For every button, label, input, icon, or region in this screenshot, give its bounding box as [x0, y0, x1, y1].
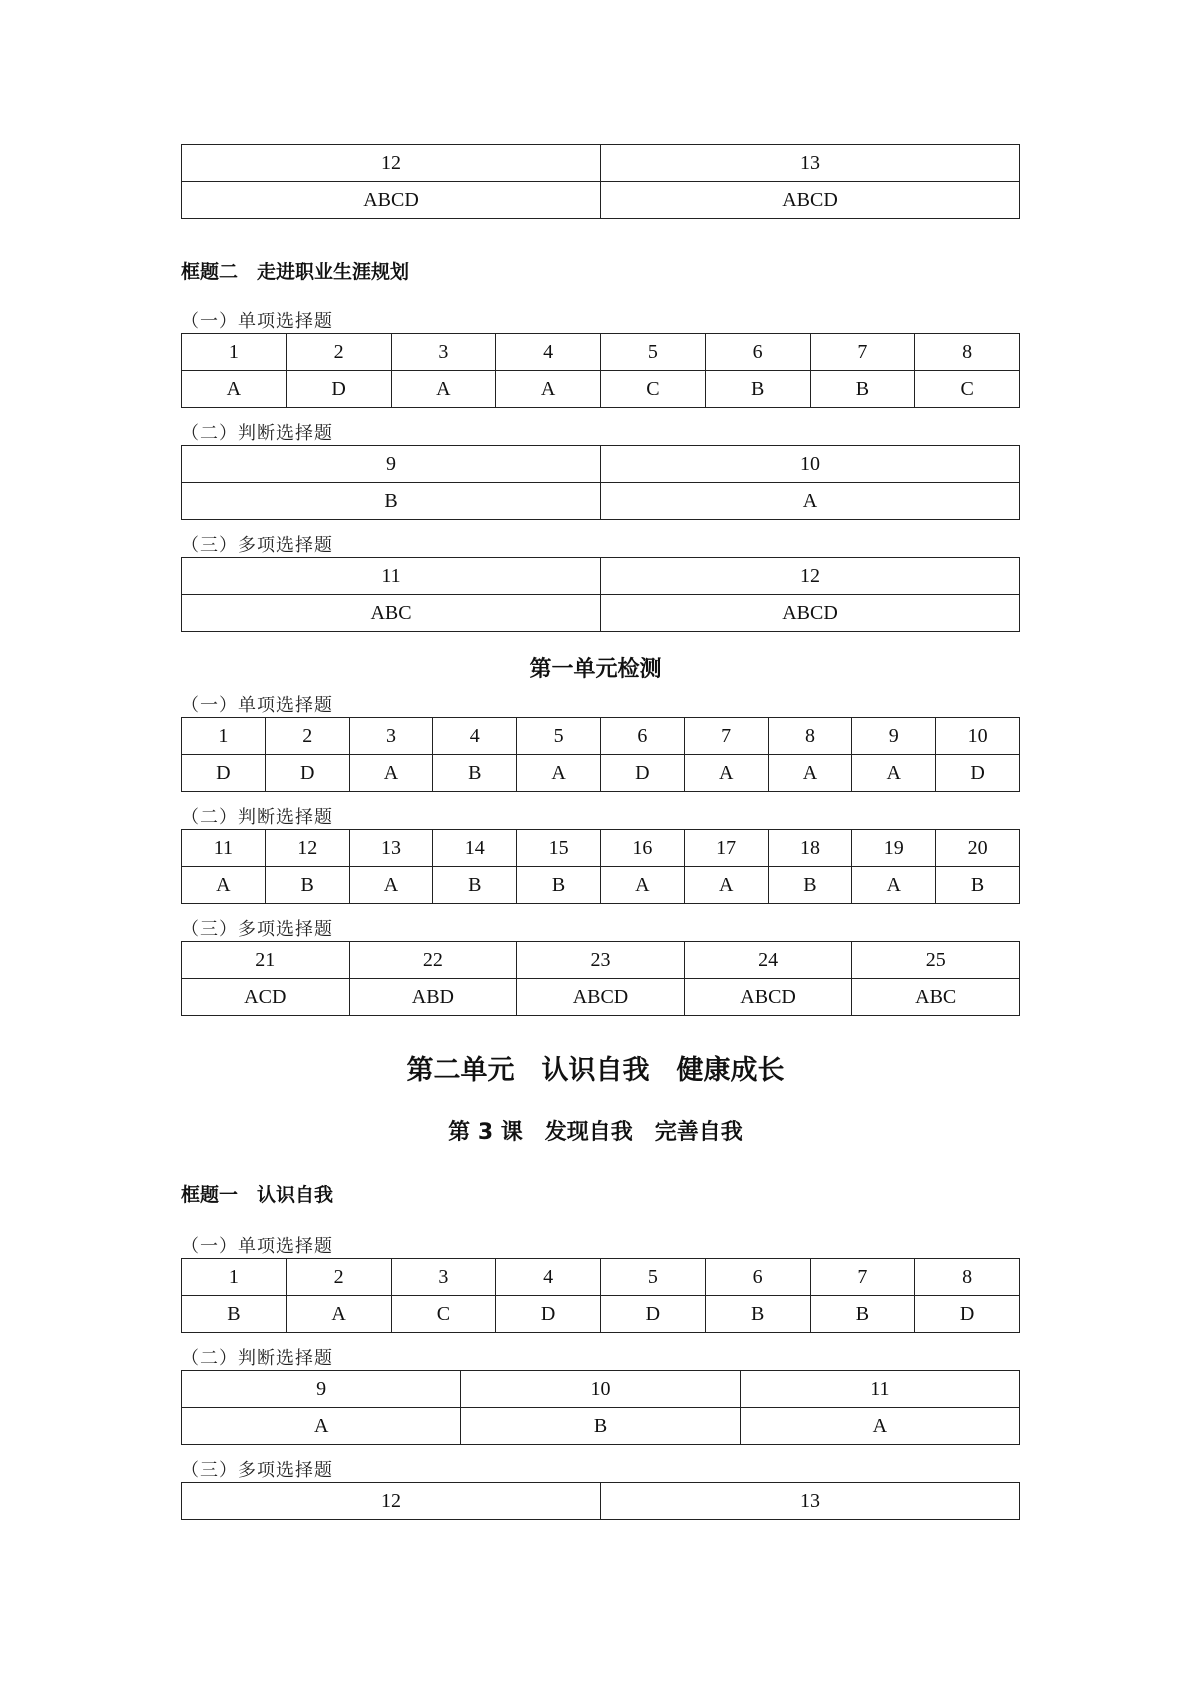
- question-number-row: [182, 1483, 1020, 1520]
- answer-row: [182, 595, 1020, 632]
- question-number-cell: 11: [182, 830, 266, 867]
- answer-cell: ABCD: [601, 182, 1020, 219]
- question-number-cell: 17: [684, 830, 768, 867]
- answer-cell: D: [496, 1296, 601, 1333]
- question-number-cell: 12: [265, 830, 349, 867]
- question-number-cell: 4: [433, 718, 517, 755]
- question-number-cell: 18: [768, 830, 852, 867]
- answer-cell: ABD: [349, 979, 517, 1016]
- answer-cell: B: [810, 1296, 915, 1333]
- question-number-cell: 21: [182, 942, 350, 979]
- answer-cell: B: [265, 867, 349, 904]
- question-number-cell: 2: [286, 334, 391, 371]
- answer-cell: D: [265, 755, 349, 792]
- answer-cell: B: [936, 867, 1020, 904]
- answer-cell: A: [600, 867, 684, 904]
- answer-cell: A: [517, 755, 601, 792]
- answer-cell: D: [600, 755, 684, 792]
- answer-cell: B: [517, 867, 601, 904]
- question-number-cell: 13: [601, 1483, 1020, 1520]
- single-choice-answer-table: [181, 717, 1020, 792]
- answer-cell: ABCD: [601, 595, 1020, 632]
- answer-cell: ABCD: [684, 979, 852, 1016]
- answer-cell: ABC: [852, 979, 1020, 1016]
- answer-cell: C: [391, 1296, 496, 1333]
- answer-row: [182, 1408, 1020, 1445]
- answer-table: [181, 1258, 1020, 1333]
- judge-choice-label: （二）判断选择题: [181, 1348, 333, 1369]
- answer-table: [181, 144, 1020, 219]
- question-number-cell: 11: [740, 1371, 1019, 1408]
- answer-table: [181, 941, 1020, 1016]
- answer-cell: D: [936, 755, 1020, 792]
- answer-row: [182, 483, 1020, 520]
- answer-cell: A: [852, 755, 936, 792]
- question-number-cell: 15: [517, 830, 601, 867]
- answer-cell: B: [810, 371, 915, 408]
- answer-table: [181, 557, 1020, 632]
- answer-cell: A: [768, 755, 852, 792]
- answer-table: [181, 717, 1020, 792]
- answer-cell: C: [601, 371, 706, 408]
- answer-cell: A: [391, 371, 496, 408]
- question-number-cell: 22: [349, 942, 517, 979]
- answer-row: [182, 1296, 1020, 1333]
- question-number-cell: 5: [601, 1259, 706, 1296]
- judge-choice-answer-table: [181, 445, 1020, 520]
- judge-choice-label: （二）判断选择题: [181, 423, 333, 444]
- answer-cell: B: [433, 867, 517, 904]
- answer-cell: B: [461, 1408, 740, 1445]
- question-number-cell: 1: [182, 718, 266, 755]
- answer-cell: ABC: [182, 595, 601, 632]
- question-number-row: [182, 718, 1020, 755]
- question-number-cell: 13: [349, 830, 433, 867]
- answer-cell: B: [433, 755, 517, 792]
- question-number-row: [182, 446, 1020, 483]
- question-number-cell: 1: [182, 1259, 287, 1296]
- single-choice-answer-table: [181, 1258, 1020, 1333]
- question-number-cell: 9: [182, 1371, 461, 1408]
- judge-choice-label: （二）判断选择题: [181, 807, 333, 828]
- question-number-row: [182, 830, 1020, 867]
- answer-row: [182, 979, 1020, 1016]
- question-number-cell: 8: [915, 1259, 1020, 1296]
- question-number-row: [182, 942, 1020, 979]
- answer-cell: ACD: [182, 979, 350, 1016]
- answer-cell: D: [286, 371, 391, 408]
- question-number-cell: 10: [601, 446, 1020, 483]
- answer-cell: D: [601, 1296, 706, 1333]
- multi-choice-answer-table: [181, 941, 1020, 1016]
- answer-cell: A: [182, 371, 287, 408]
- question-number-cell: 24: [684, 942, 852, 979]
- question-number-cell: 5: [601, 334, 706, 371]
- answer-cell: ABCD: [182, 182, 601, 219]
- multi-choice-label: （三）多项选择题: [181, 919, 333, 940]
- answer-table: [181, 445, 1020, 520]
- question-number-cell: 6: [705, 1259, 810, 1296]
- question-number-cell: 25: [852, 942, 1020, 979]
- answer-table: [181, 1370, 1020, 1445]
- question-number-cell: 16: [600, 830, 684, 867]
- question-number-cell: 6: [705, 334, 810, 371]
- question-number-cell: 10: [461, 1371, 740, 1408]
- answer-cell: B: [182, 483, 601, 520]
- answer-cell: D: [182, 755, 266, 792]
- question-number-cell: 4: [496, 334, 601, 371]
- answer-table: [181, 829, 1020, 904]
- answer-cell: D: [915, 1296, 1020, 1333]
- answer-cell: B: [768, 867, 852, 904]
- answer-cell: A: [182, 1408, 461, 1445]
- single-choice-label: （一）单项选择题: [181, 1236, 333, 1257]
- question-number-cell: 3: [391, 1259, 496, 1296]
- unit-test-title: 第一单元检测: [529, 657, 662, 682]
- judge-choice-answer-table: [181, 829, 1020, 904]
- question-number-row: [182, 558, 1020, 595]
- question-number-cell: 12: [182, 1483, 601, 1520]
- question-number-row: [182, 334, 1020, 371]
- question-number-cell: 9: [182, 446, 601, 483]
- question-number-row: [182, 1371, 1020, 1408]
- answer-cell: B: [705, 1296, 810, 1333]
- question-number-cell: 7: [810, 334, 915, 371]
- answer-cell: A: [182, 867, 266, 904]
- answer-table: [181, 333, 1020, 408]
- question-number-cell: 7: [684, 718, 768, 755]
- question-number-cell: 2: [286, 1259, 391, 1296]
- lesson-title: 第 3 课 发现自我 完善自我: [448, 1120, 743, 1145]
- single-choice-label: （一）单项选择题: [181, 311, 333, 332]
- answer-row: [182, 182, 1020, 219]
- question-number-cell: 4: [496, 1259, 601, 1296]
- question-number-cell: 8: [768, 718, 852, 755]
- question-number-cell: 1: [182, 334, 287, 371]
- question-number-cell: 3: [391, 334, 496, 371]
- answer-cell: A: [349, 867, 433, 904]
- answer-cell: C: [915, 371, 1020, 408]
- question-number-cell: 12: [182, 145, 601, 182]
- multi-choice-label: （三）多项选择题: [181, 535, 333, 556]
- question-number-row: [182, 145, 1020, 182]
- question-number-cell: 14: [433, 830, 517, 867]
- question-number-cell: 12: [601, 558, 1020, 595]
- question-number-cell: 8: [915, 334, 1020, 371]
- answer-cell: A: [684, 867, 768, 904]
- answer-cell: A: [286, 1296, 391, 1333]
- answer-cell: A: [684, 755, 768, 792]
- question-number-cell: 11: [182, 558, 601, 595]
- section-title: 框题二 走进职业生涯规划: [181, 261, 410, 283]
- question-number-cell: 13: [601, 145, 1020, 182]
- question-number-cell: 5: [517, 718, 601, 755]
- multi-choice-answer-table: [181, 144, 1020, 219]
- judge-choice-answer-table: [181, 1370, 1020, 1445]
- question-number-cell: 19: [852, 830, 936, 867]
- answer-cell: B: [705, 371, 810, 408]
- answer-cell: A: [852, 867, 936, 904]
- multi-choice-answer-table: [181, 557, 1020, 632]
- unit-title: 第二单元 认识自我 健康成长: [406, 1055, 785, 1086]
- question-number-row: [182, 1259, 1020, 1296]
- answer-cell: ABCD: [517, 979, 685, 1016]
- multi-choice-answer-table: [181, 1482, 1020, 1520]
- answer-cell: A: [349, 755, 433, 792]
- single-choice-label: （一）单项选择题: [181, 695, 333, 716]
- question-number-cell: 7: [810, 1259, 915, 1296]
- section-title: 框题一 认识自我: [181, 1184, 334, 1206]
- answer-cell: B: [182, 1296, 287, 1333]
- question-number-cell: 3: [349, 718, 433, 755]
- answer-cell: A: [601, 483, 1020, 520]
- question-number-cell: 23: [517, 942, 685, 979]
- question-number-cell: 20: [936, 830, 1020, 867]
- answer-cell: A: [740, 1408, 1019, 1445]
- multi-choice-label: （三）多项选择题: [181, 1460, 333, 1481]
- answer-row: [182, 867, 1020, 904]
- question-number-cell: 10: [936, 718, 1020, 755]
- single-choice-answer-table: [181, 333, 1020, 408]
- answer-row: [182, 755, 1020, 792]
- question-number-cell: 6: [600, 718, 684, 755]
- answer-row: [182, 371, 1020, 408]
- answer-table: [181, 1482, 1020, 1520]
- question-number-cell: 9: [852, 718, 936, 755]
- answer-cell: A: [496, 371, 601, 408]
- question-number-cell: 2: [265, 718, 349, 755]
